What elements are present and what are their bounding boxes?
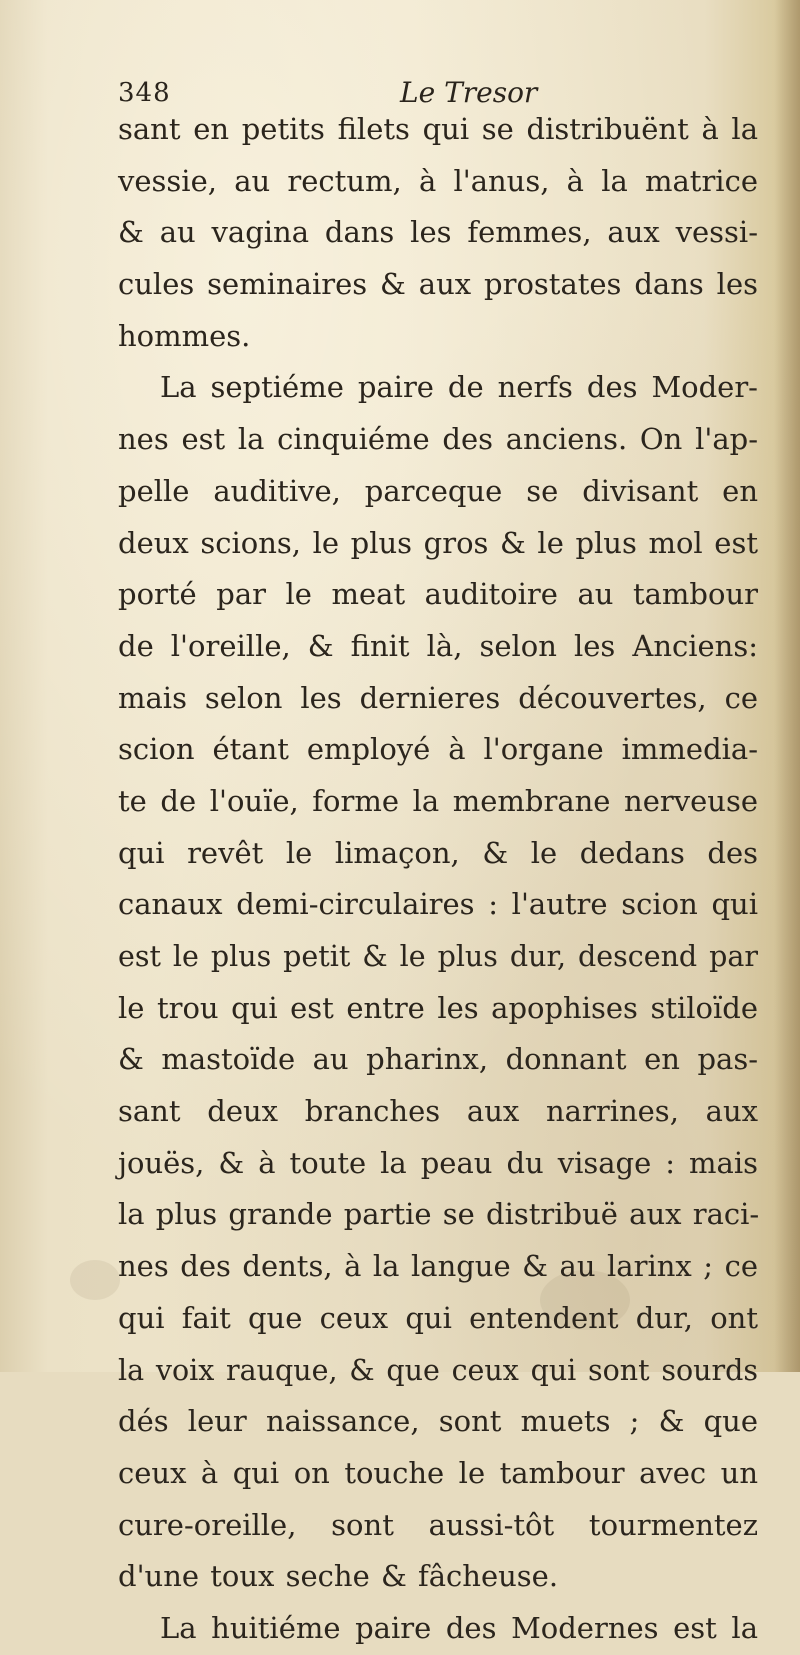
text-line: & mastoïde au pharinx, donnant en pas- [118, 1042, 758, 1077]
text-line: hommes. [118, 318, 251, 353]
page-number: 348 [118, 78, 171, 108]
text-line: sant en petits filets qui se distribuënt à la [118, 112, 758, 146]
text-line: jouës, & à toute la peau du visage : mais [118, 1145, 758, 1180]
text-line: cules seminaires & aux prostates dans les [118, 267, 758, 302]
text-line: le trou qui est entre les apophises stiloïde [118, 990, 758, 1025]
text-line: te de l'ouïe, forme la membrane nerveuse [118, 783, 758, 818]
text-line: qui revêt le limaçon, & le dedans des [118, 835, 758, 870]
text-line: pelle auditive, parceque se divisant en [118, 473, 758, 508]
text-line: sant deux branches aux narrines, aux [118, 1094, 758, 1129]
text-line: porté par le meat auditoire au tambour [118, 577, 758, 612]
text-line: canaux demi-circulaires : l'autre scion qui [118, 887, 758, 922]
text-line: d'une toux seche & fâcheuse. [118, 1559, 559, 1594]
text-line: nes est la cinquiéme des anciens. On l'ap- [118, 422, 758, 457]
text-line: scion étant employé à l'organe immedia- [118, 732, 758, 767]
text-line: dés leur naissance, sont muets ; & que [118, 1404, 758, 1439]
running-title: Le Tresor [400, 76, 538, 109]
page-edge-shadow [774, 0, 800, 1372]
text-line: de l'oreille, & finit là, selon les Anciens: [118, 628, 758, 663]
text-line: deux scions, le plus gros & le plus mol est [118, 525, 758, 560]
paper-stain [70, 1260, 120, 1300]
text-line: & au vagina dans les femmes, aux vessi- [118, 215, 758, 250]
text-line: La huitiéme paire des Modernes est la [160, 1610, 758, 1645]
text-line: ceux à qui on touche le tambour avec un [118, 1455, 758, 1490]
text-line: vessie, au rectum, à l'anus, à la matrice [118, 163, 758, 198]
body-text [118, 104, 758, 1655]
text-line: nes des dents, à la langue & au larinx ; ce [118, 1249, 758, 1284]
text-line: la plus grande partie se distribuë aux raci- [118, 1197, 760, 1232]
text-line: est le plus petit & le plus dur, descend par [118, 940, 758, 973]
text-line: la voix rauque, & que ceux qui sont sourds [118, 1353, 758, 1387]
text-line: cure-oreille, sont aussi-tôt tourmentez [118, 1507, 758, 1542]
text-line: La septiéme paire de nerfs des Moder- [160, 370, 758, 405]
text-line: qui fait que ceux qui entendent dur, ont [118, 1300, 758, 1335]
text-line: mais selon les dernieres découvertes, ce [118, 680, 758, 715]
